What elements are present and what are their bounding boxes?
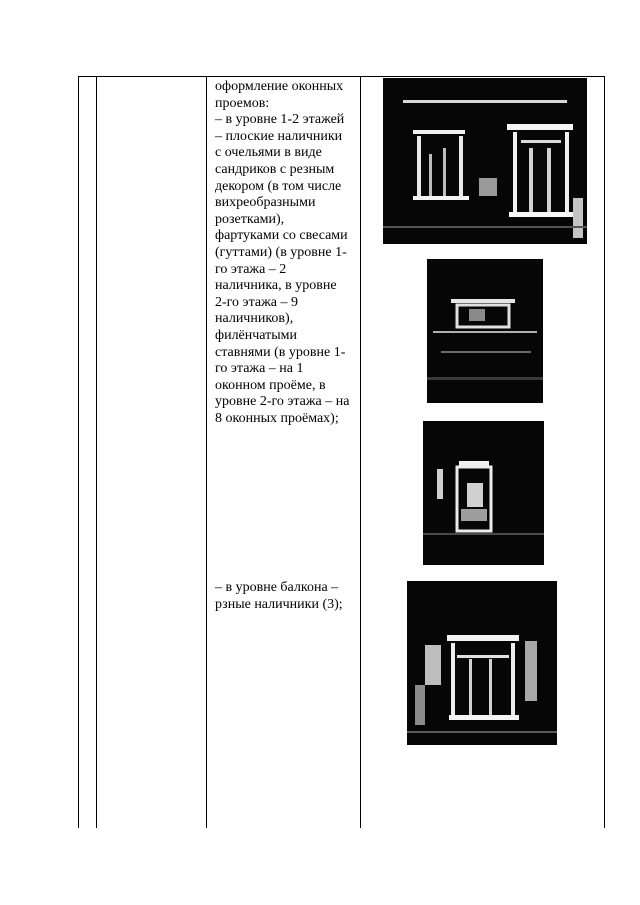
table-column-line-4 xyxy=(360,76,361,828)
balcony-photo-graphic xyxy=(407,581,557,745)
balcony-photo xyxy=(407,581,557,745)
facade-photo-2 xyxy=(427,259,543,403)
table-column-line-1 xyxy=(78,76,79,828)
table-column-line-2 xyxy=(96,76,97,828)
balcony-level-description: – в уровне балкона – рзные наличники (3); xyxy=(215,580,343,612)
table-top-border xyxy=(78,76,605,77)
table-column-line-5 xyxy=(604,76,605,828)
facade-photo-2-graphic xyxy=(427,259,543,403)
table-column-line-3 xyxy=(206,76,207,828)
facade-photo-1-graphic xyxy=(383,78,587,244)
facade-photo-1 xyxy=(383,78,587,244)
window-openings-description: оформление оконных проемов: – в уровне 1-2 этажей – плоские наличники с очельями в виде сандриков с резным декором (в том числе вихреобразными розетками), фартуками со свесами (гуттами) (в уровне 1- го этажа – 2 наличника, в уровне 2-го этажа – 9 наличников), филёнчатыми ставнями (в уровне 1- го этажа – на 1 оконном проёме, в уровне 2-го этажа – на 8 оконных проёмах); xyxy=(215,79,350,426)
facade-photo-3-graphic xyxy=(423,421,544,565)
facade-photo-3 xyxy=(423,421,544,565)
